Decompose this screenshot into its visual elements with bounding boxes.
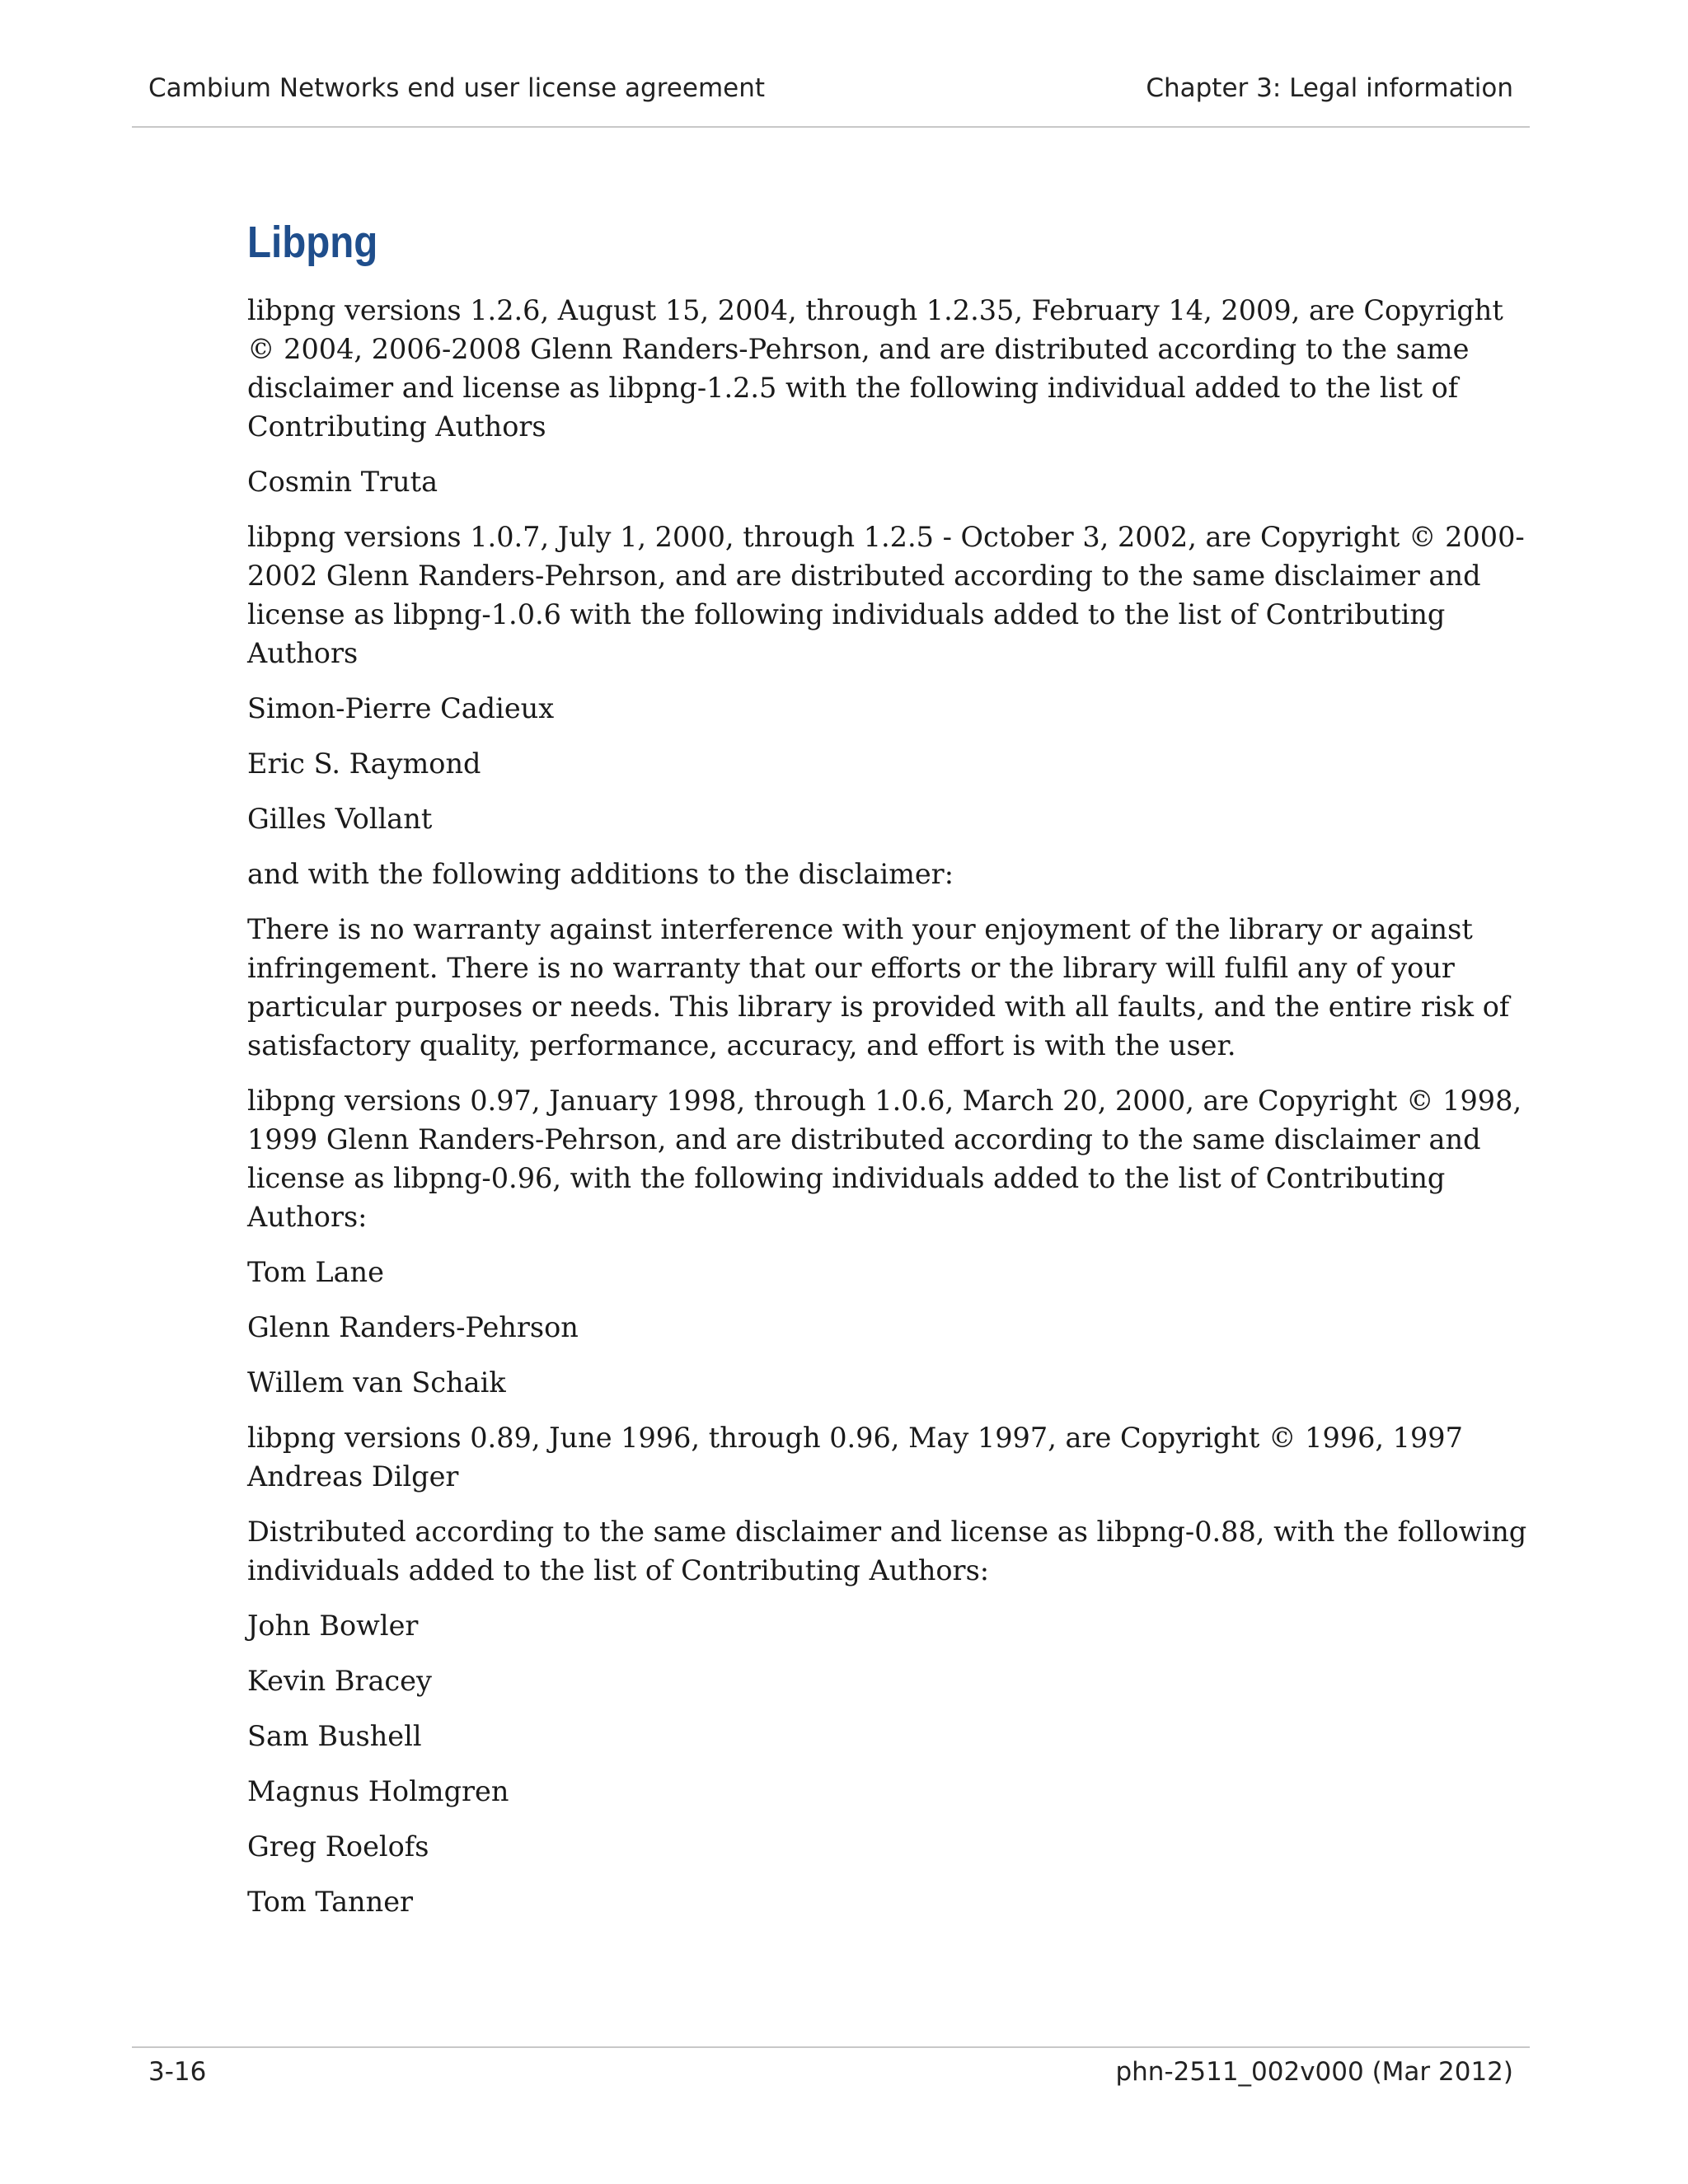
paragraph-copyright-1-2-6: libpng versions 1.2.6, August 15, 2004, through 1.2.35, February 14, 2009, are Copyright © 2004, 2006-2008 Glenn Randers-Pehrson, and are distributed according to the same disclaimer and license as libpng-1.2.5 with the following individual added to the list of Contributing Authors: [247, 293, 1503, 443]
author-name: Gilles Vollant: [247, 802, 433, 835]
paragraph-copyright-0-89: libpng versions 0.89, June 1996, through 0.96, May 1997, are Copyright © 1996, 1997 Andreas Dilger: [247, 1421, 1463, 1493]
section-heading: Libpng: [247, 218, 378, 267]
paragraph-copyright-1-0-7: libpng versions 1.0.7, July 1, 2000, through 1.2.5 - October 3, 2002, are Copyright © 2000-2002 Glenn Randers-Pehrson, and are distributed according to the same disclaimer and license as libpng-1.0.6 with the following individuals added to the list of Contributing Authors: [247, 520, 1525, 669]
author-name: John Bowler: [247, 1609, 419, 1642]
document-reference: phn-2511_002v000 (Mar 2012): [1115, 2057, 1513, 2087]
author-name: Tom Lane: [247, 1255, 384, 1288]
author-name: Magnus Holmgren: [247, 1774, 509, 1807]
author-name: Willem van Schaik: [247, 1366, 506, 1399]
paragraph-disclaimer-text: There is no warranty against interference with your enjoyment of the library or against infringement. There is no warranty that our efforts or the library will fulfil any of your particular purposes or needs. This library is provided with all faults, and the entire risk of satisfactory quality, performance, accuracy, and effort is with the user.: [247, 912, 1510, 1062]
author-name: Sam Bushell: [247, 1719, 422, 1752]
author-name: Simon-Pierre Cadieux: [247, 691, 555, 724]
paragraph-copyright-0-97: libpng versions 0.97, January 1998, through 1.0.6, March 20, 2000, are Copyright © 1998, 1999 Glenn Randers-Pehrson, and are distributed according to the same disclaimer and license as libpng-0.96, with the following individuals added to the list of Contributing Authors:: [247, 1084, 1522, 1233]
author-name: Eric S. Raymond: [247, 747, 481, 780]
page-footer: [132, 2046, 1530, 2112]
author-name: Glenn Randers-Pehrson: [247, 1310, 579, 1343]
page-number: 3-16: [148, 2057, 207, 2087]
main-content: [247, 216, 1533, 1938]
author-name: Greg Roelofs: [247, 1830, 429, 1863]
page-header: [132, 0, 1530, 128]
author-name: Cosmin Truta: [247, 465, 438, 498]
author-name: Kevin Bracey: [247, 1664, 432, 1697]
header-chapter-title: Chapter 3: Legal information: [1146, 73, 1513, 103]
paragraph-distributed-0-88: Distributed according to the same disclaimer and license as libpng-0.88, with the following individuals added to the list of Contributing Authors:: [247, 1515, 1527, 1586]
author-name: Tom Tanner: [247, 1885, 414, 1918]
header-document-title: Cambium Networks end user license agreement: [148, 73, 766, 103]
paragraph-disclaimer-intro: and with the following additions to the disclaimer:: [247, 857, 954, 890]
